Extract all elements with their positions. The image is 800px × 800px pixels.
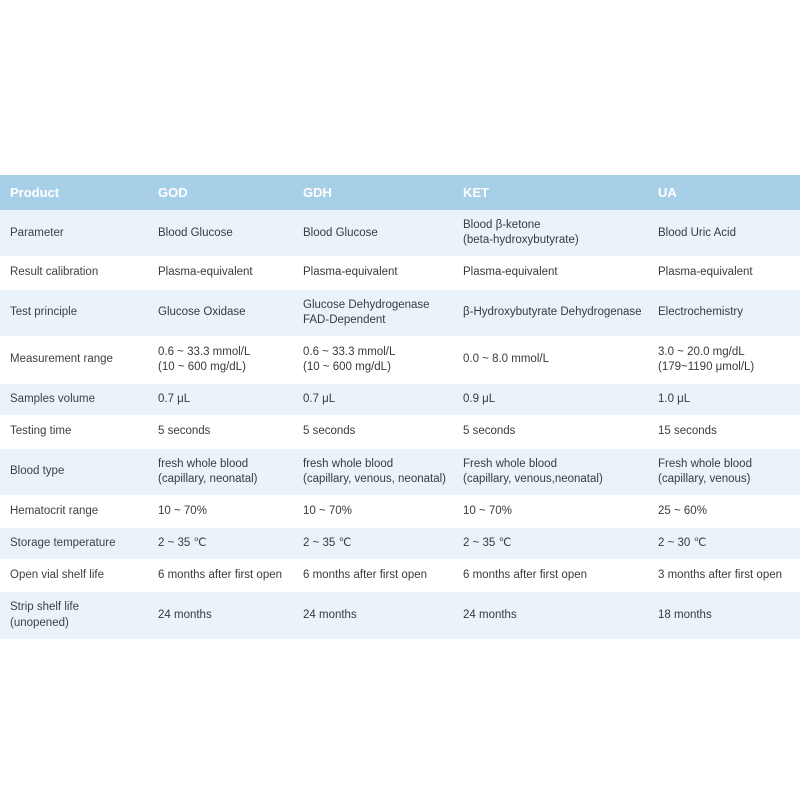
row-label: Strip shelf life (unopened) (0, 592, 148, 639)
table-cell (453, 257, 648, 289)
cell-line: 10 ~ 70% (303, 504, 352, 517)
cell-line: (capillary, neonatal) (158, 472, 258, 485)
cell-line: Fresh whole blood (658, 457, 752, 470)
row-label: Storage temperature (0, 528, 148, 560)
table-cell (453, 289, 648, 336)
table-cell (148, 495, 293, 527)
table-cell (453, 336, 648, 383)
table-header (0, 175, 800, 210)
cell-line: 2 ~ 30 ℃ (658, 537, 707, 550)
table-cell (648, 384, 800, 416)
table-row (0, 210, 800, 257)
table-row (0, 560, 800, 592)
row-label: Measurement range (0, 336, 148, 383)
table-cell (453, 528, 648, 560)
cell-line: 0.7 μL (158, 393, 191, 406)
table-cell (648, 336, 800, 383)
table-cell (293, 495, 453, 527)
table-cell (648, 495, 800, 527)
cell-line: Glucose Dehydrogenase (303, 298, 430, 311)
row-label: Result calibration (0, 257, 148, 289)
cell-line: Plasma-equivalent (658, 266, 753, 279)
table-row (0, 289, 800, 336)
cell-line: 3 months after first open (658, 569, 783, 582)
cell-line: 2 ~ 35 ℃ (463, 537, 512, 550)
cell-line: (capillary, venous,neonatal) (463, 472, 603, 485)
row-label: Parameter (0, 210, 148, 257)
cell-line: 2 ~ 35 ℃ (303, 537, 352, 550)
table-cell (453, 416, 648, 448)
table-cell (293, 416, 453, 448)
table-row (0, 495, 800, 527)
cell-line: Plasma-equivalent (303, 266, 398, 279)
table-cell (293, 592, 453, 639)
table-cell (148, 257, 293, 289)
cell-line: 5 seconds (463, 425, 516, 438)
cell-line: 5 seconds (303, 425, 356, 438)
table-cell (293, 210, 453, 257)
cell-line: 1.0 μL (658, 393, 691, 406)
column-header-gdh: GDH (293, 175, 453, 210)
table-row (0, 528, 800, 560)
table-cell (148, 210, 293, 257)
cell-line: fresh whole blood (303, 457, 394, 470)
cell-line: 24 months (303, 608, 357, 621)
table-cell (148, 592, 293, 639)
table-cell (293, 560, 453, 592)
table-cell (293, 448, 453, 495)
cell-line: 3.0 ~ 20.0 mg/dL (658, 345, 745, 358)
cell-line: 24 months (158, 608, 212, 621)
cell-line: Plasma-equivalent (463, 266, 558, 279)
table-cell (453, 560, 648, 592)
row-label: Test principle (0, 289, 148, 336)
table-cell (453, 384, 648, 416)
cell-line: 0.6 ~ 33.3 mmol/L (303, 345, 396, 358)
cell-line: 5 seconds (158, 425, 211, 438)
table-cell (648, 560, 800, 592)
row-label: Samples volume (0, 384, 148, 416)
table-cell (293, 528, 453, 560)
cell-line: (10 ~ 600 mg/dL) (303, 361, 391, 374)
cell-line: Blood Glucose (303, 226, 378, 239)
cell-line: β-Hydroxybutyrate Dehydrogenase (463, 306, 642, 319)
row-label: Open vial shelf life (0, 560, 148, 592)
cell-line: 0.0 ~ 8.0 mmol/L (463, 353, 549, 366)
cell-line: 6 months after first open (158, 569, 283, 582)
table-cell (148, 416, 293, 448)
cell-line: 0.7 μL (303, 393, 336, 406)
table-row (0, 336, 800, 383)
cell-line: (beta-hydroxybutyrate) (463, 234, 579, 247)
cell-line: (179~1190 μmol/L) (658, 361, 755, 374)
cell-line: 10 ~ 70% (463, 504, 512, 517)
table-cell (148, 289, 293, 336)
cell-line: 18 months (658, 608, 712, 621)
column-header-ket: KET (453, 175, 648, 210)
row-label: Blood type (0, 448, 148, 495)
cell-line: FAD-Dependent (303, 313, 386, 326)
table-cell (148, 384, 293, 416)
cell-line: fresh whole blood (158, 457, 249, 470)
table-cell (648, 592, 800, 639)
cell-line: 24 months (463, 608, 517, 621)
table-cell (148, 528, 293, 560)
table-cell (148, 560, 293, 592)
table-cell (648, 210, 800, 257)
table-cell (648, 448, 800, 495)
cell-line: 6 months after first open (463, 569, 588, 582)
cell-line: (capillary, venous, neonatal) (303, 472, 446, 485)
column-header-god: GOD (148, 175, 293, 210)
cell-line: 6 months after first open (303, 569, 428, 582)
table-cell (293, 257, 453, 289)
table-row (0, 592, 800, 639)
table-body (0, 210, 800, 639)
table-cell (648, 416, 800, 448)
table-cell (293, 336, 453, 383)
table-row (0, 257, 800, 289)
cell-line: 10 ~ 70% (158, 504, 207, 517)
table-row (0, 416, 800, 448)
cell-line: Electrochemistry (658, 306, 743, 319)
cell-line: 25 ~ 60% (658, 504, 707, 517)
specification-table (0, 175, 800, 640)
table-cell (453, 495, 648, 527)
cell-line: Glucose Oxidase (158, 306, 246, 319)
table-cell (453, 210, 648, 257)
row-label: Hematocrit range (0, 495, 148, 527)
table-row (0, 384, 800, 416)
column-header-ua: UA (648, 175, 800, 210)
row-label: Testing time (0, 416, 148, 448)
cell-line: 0.6 ~ 33.3 mmol/L (158, 345, 251, 358)
table-cell (648, 257, 800, 289)
column-header-product: Product (0, 175, 148, 210)
table-cell (148, 448, 293, 495)
table-cell (148, 336, 293, 383)
cell-line: 0.9 μL (463, 393, 496, 406)
table-row (0, 448, 800, 495)
table-cell (648, 289, 800, 336)
cell-line: Blood β-ketone (463, 219, 541, 231)
cell-line: Blood Glucose (158, 226, 233, 239)
cell-line: 15 seconds (658, 425, 717, 438)
cell-line: (capillary, venous) (658, 472, 751, 485)
specification-table-container (0, 175, 800, 640)
cell-line: 2 ~ 35 ℃ (158, 537, 207, 550)
cell-line: Blood Uric Acid (658, 226, 736, 239)
cell-line: (10 ~ 600 mg/dL) (158, 361, 246, 374)
table-header-row (0, 175, 800, 210)
cell-line: Fresh whole blood (463, 457, 557, 470)
cell-line: Plasma-equivalent (158, 266, 253, 279)
table-cell (293, 289, 453, 336)
table-cell (648, 528, 800, 560)
table-cell (453, 592, 648, 639)
table-cell (453, 448, 648, 495)
table-cell (293, 384, 453, 416)
